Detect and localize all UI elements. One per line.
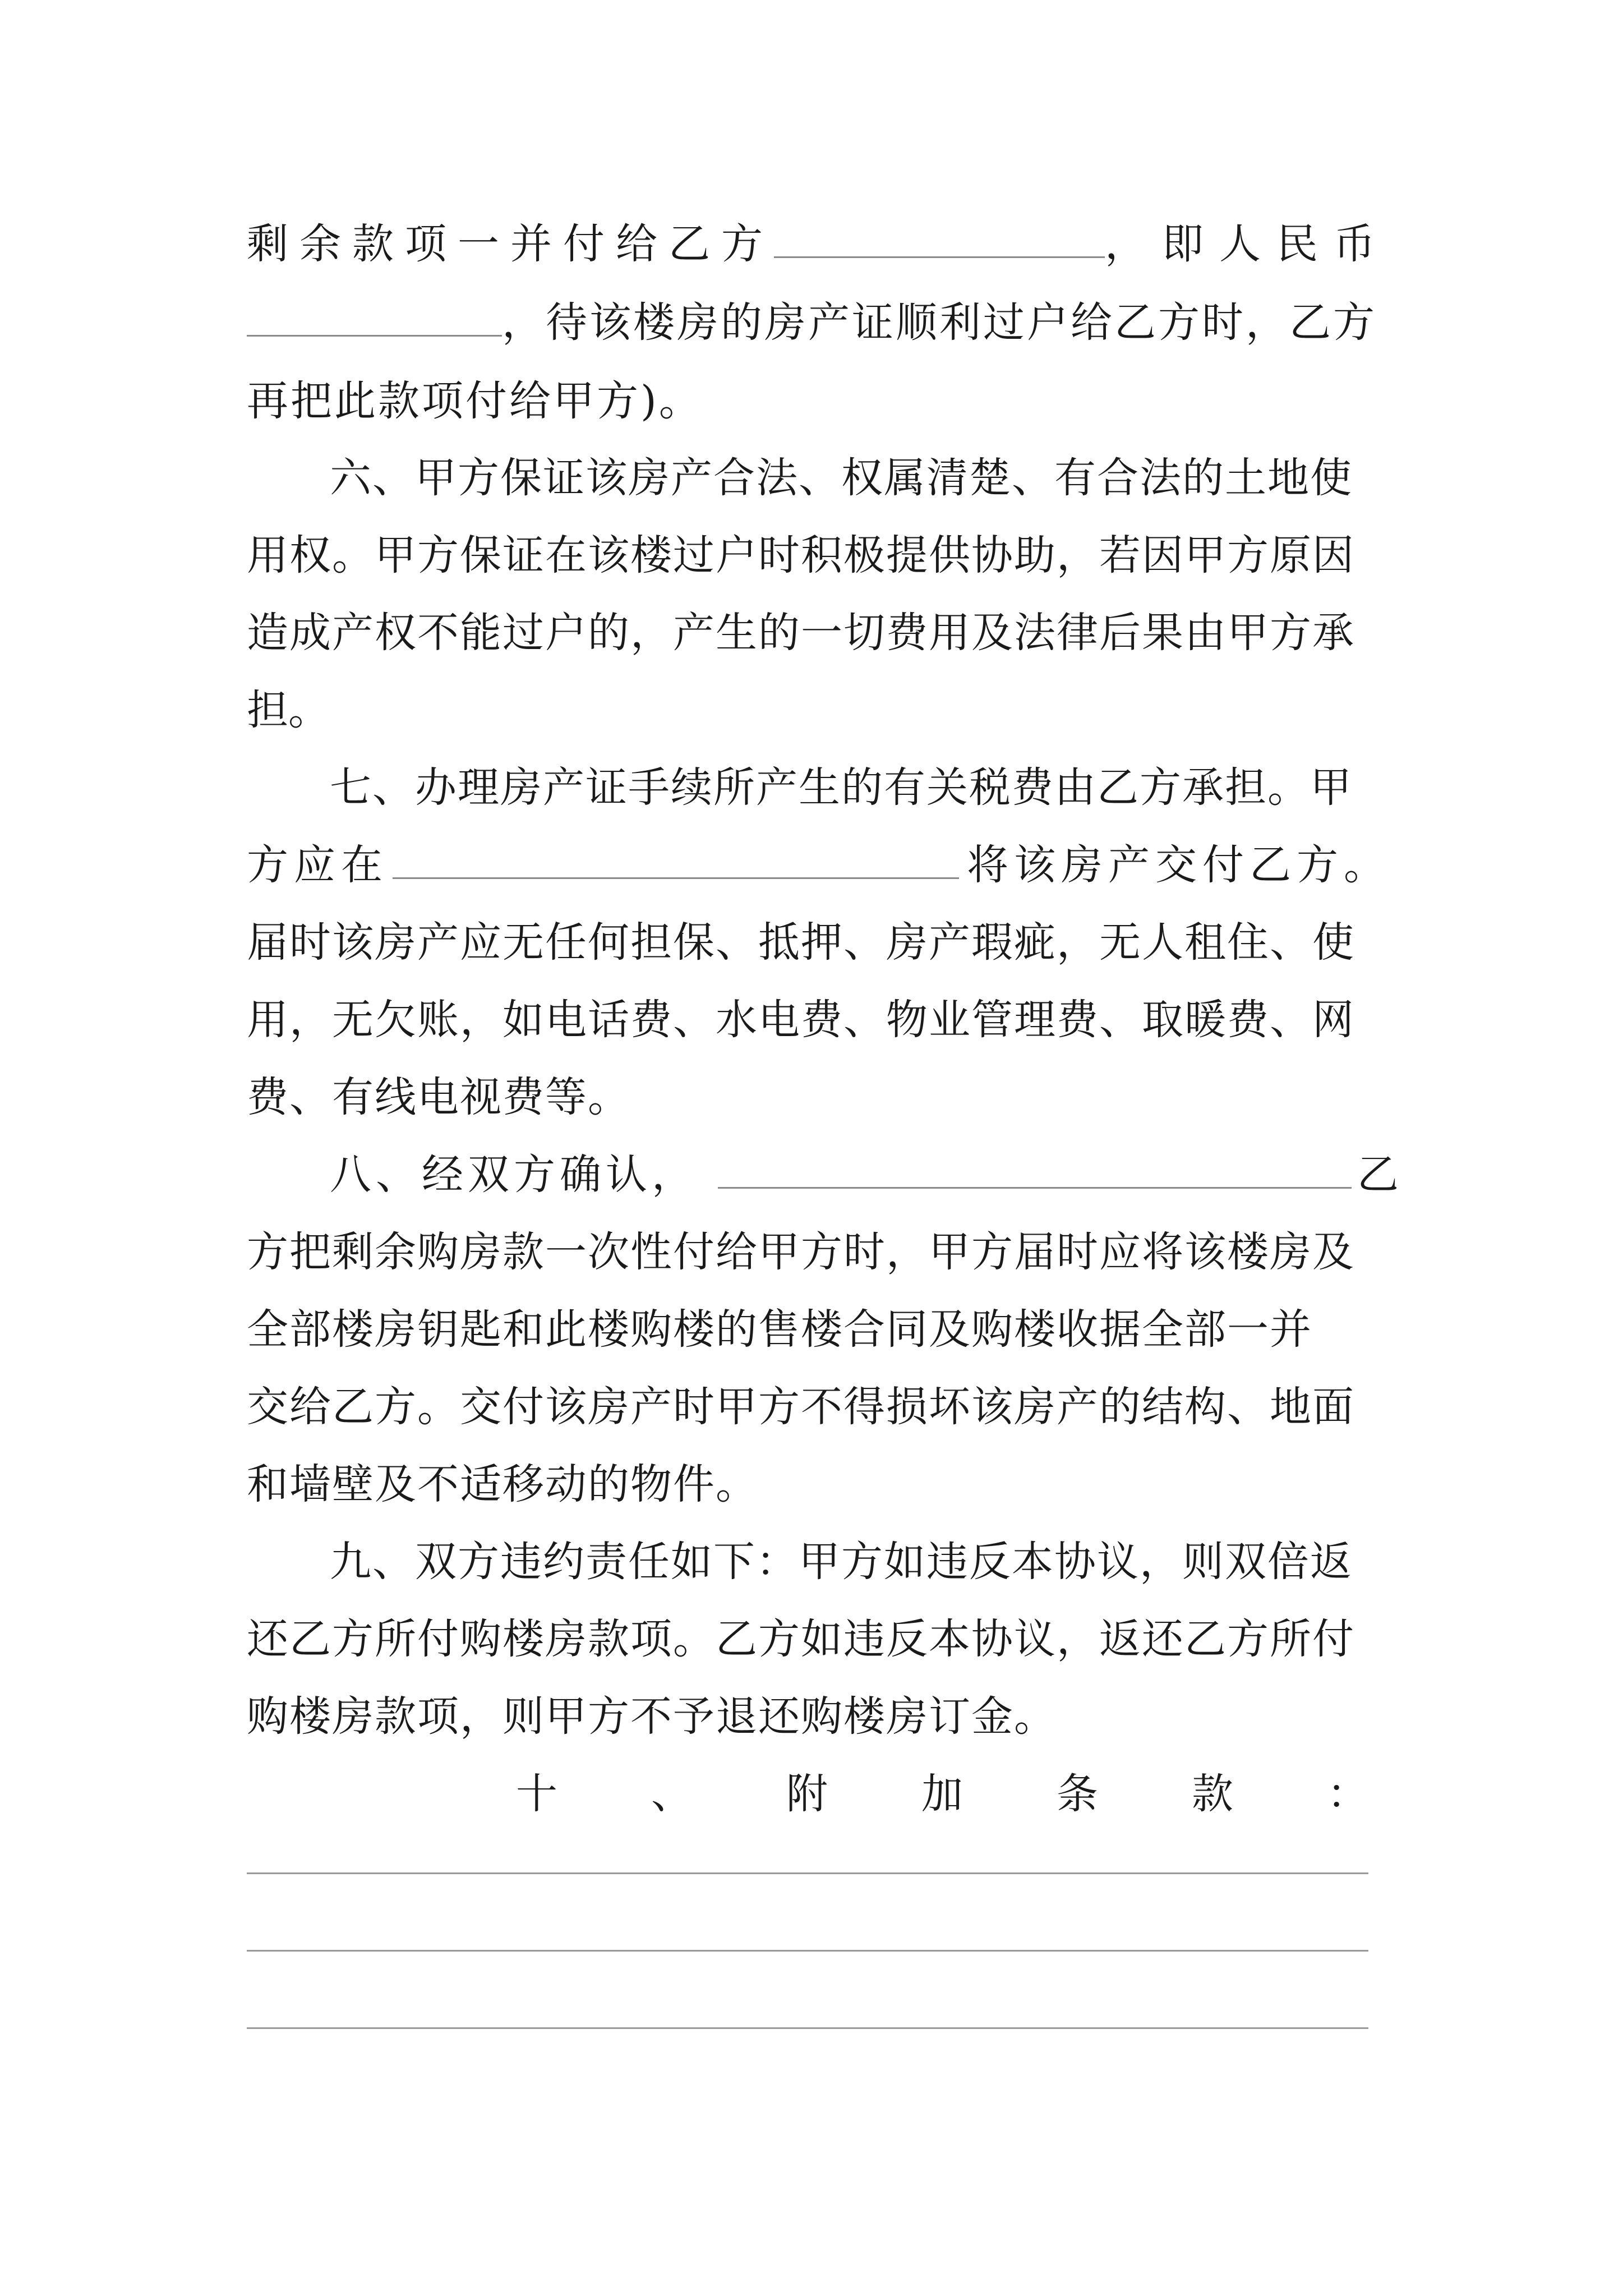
text-fragment: 费、有线电视费等。 [247,1073,630,1121]
heading-char: 、 [651,1770,693,1818]
text-line [247,671,1391,749]
blank-line[interactable] [247,1950,1368,1952]
blank-field[interactable] [393,829,959,879]
text-fragment: 购楼房款项，则甲方不予退还购楼房订金。 [247,1692,1057,1741]
text-fragment: 和墙壁及不适移动的物件。 [247,1460,758,1508]
paragraph-7-start [247,748,1474,827]
text-line [247,1445,1391,1524]
blank-line[interactable] [247,2027,1368,2029]
heading-char: 条 [1057,1770,1098,1818]
text-fragment: 方把剩余购房款一次性付给甲方时，甲方届时应将该楼房及 [247,1228,1355,1276]
heading-char: ： [1327,1770,1368,1818]
text-fragment: 方应在 [247,841,388,889]
text-line [247,593,1391,672]
text-fragment: 乙 [1357,1151,1399,1199]
text-line [247,1368,1391,1446]
heading-char: 附 [786,1770,828,1818]
text-fragment: 将该房产交付乙方。 [967,841,1391,889]
text-line [247,1290,1391,1369]
text-line [247,205,1391,283]
text-fragment: 全部楼房钥匙和此楼购楼的售楼合同及购楼收据全部一并 [247,1305,1312,1354]
text-line [247,1058,1391,1137]
text-line [247,826,1391,904]
text-fragment: 届时该房产应无任何担保、抵押、房产瑕疵，无人租住、使 [247,918,1355,967]
text-line [247,1677,1391,1756]
text-line [247,362,1391,440]
paragraph-9-start [247,1522,1474,1601]
blank-field[interactable] [774,208,1105,258]
text-fragment: 用权。甲方保证在该楼过户时积极提供协助，若因甲方原因 [247,531,1355,579]
blank-field[interactable] [718,1139,1352,1189]
text-line [247,283,1391,362]
text-fragment: 交给乙方。交付该房产时甲方不得损坏该房产的结构、地面 [247,1383,1355,1431]
text-line [247,981,1391,1059]
heading-char: 加 [921,1770,963,1818]
text-line [247,1600,1391,1678]
blank-line[interactable] [247,1872,1368,1874]
text-fragment: 还乙方所付购楼房款项。乙方如违反本协议，返还乙方所付 [247,1615,1355,1663]
heading-char: 款 [1192,1770,1233,1818]
blank-field[interactable] [247,287,502,337]
text-fragment: 剩余款项一并付给乙方 [247,220,774,268]
text-fragment: 担。 [247,686,330,734]
text-fragment: 七、办理房产证手续所产生的有关税费由乙方承担。甲 [330,763,1353,812]
paragraph-6-start [247,439,1474,517]
text-fragment: 九、双方违约责任如下：甲方如违反本协议，则双倍返 [330,1538,1353,1586]
text-line [247,903,1391,982]
clause-10-heading [516,1755,1368,1833]
paragraph-8-start [247,1135,1474,1214]
text-fragment: 用，无欠账，如电话费、水电费、物业管理费、取暖费、网 [247,996,1355,1044]
text-fragment: ，待该楼房的房产证顺利过户给乙方时，乙方 [502,298,1377,347]
text-line [247,1213,1391,1291]
heading-char: 十 [516,1770,557,1818]
text-fragment: 造成产权不能过户的，产生的一切费用及法律后果由甲方承 [247,609,1355,657]
text-fragment: 再把此款项付给甲方)。 [247,377,703,425]
text-line [247,516,1391,595]
text-fragment: ，即人民币 [1105,220,1391,268]
text-fragment: 六、甲方保证该房产合法、权属清楚、有合法的土地使 [330,454,1353,502]
text-fragment: 八、经双方确认， [330,1151,698,1199]
